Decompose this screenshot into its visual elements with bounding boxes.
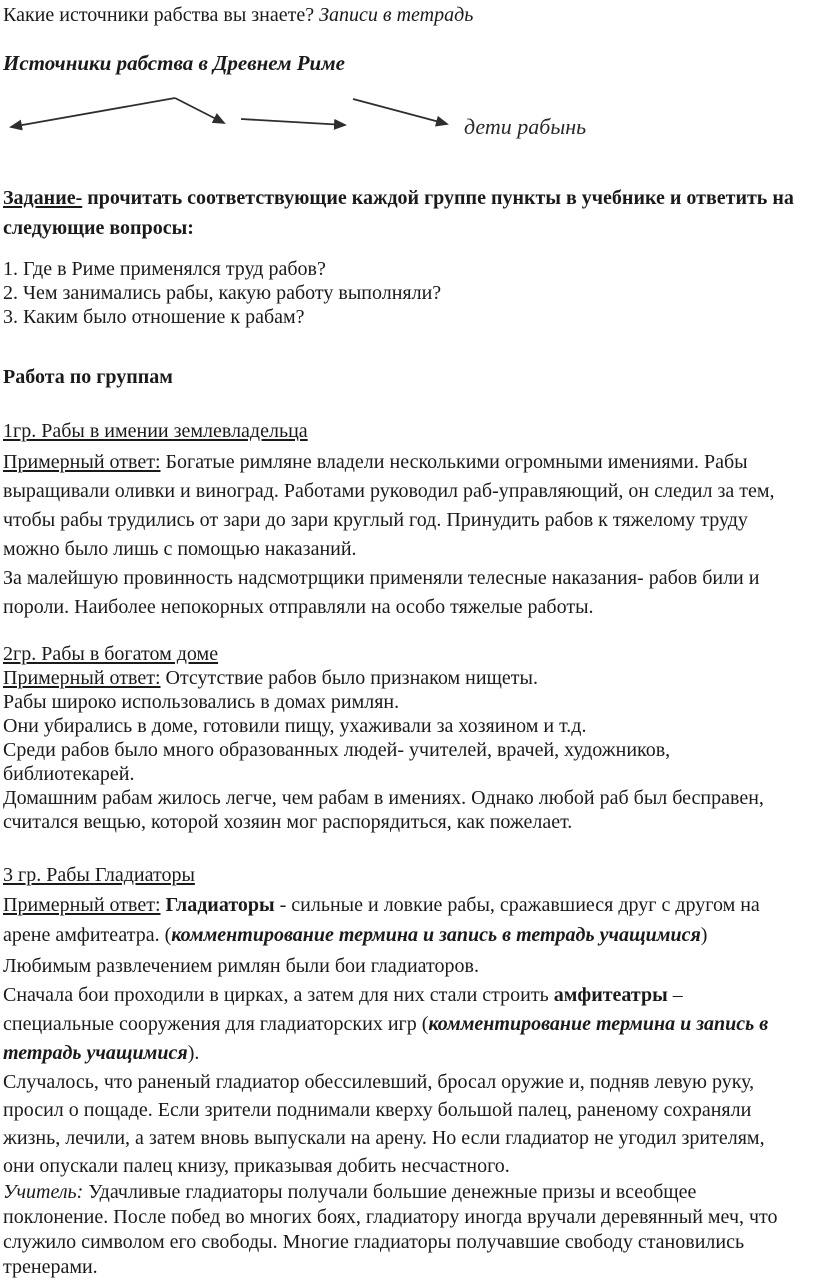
answer-label: Примерный ответ:	[3, 667, 161, 689]
group3-paragraph-3: Случалось, что раненый гладиатор обессилевший, бросал оружие и, подняв левую руку, просил о пощаде. Если зрители поднимали кверху большой палец, раненому сохраняли жизнь, лечили, а затем вновь выпускали на арену. Но если гладиатор не угодил зрителям, они опускали палец книзу, приказывая добить несчастного.	[3, 1071, 765, 1177]
task-label: Задание-	[3, 187, 83, 209]
arrow-to-label-icon	[353, 99, 447, 124]
group2-line: Рабы широко использовались в домах римлян.	[3, 691, 400, 713]
teacher-label: Учитель:	[3, 1181, 84, 1203]
group3-paragraph-2	[3, 981, 794, 1068]
teacher-text: Удачливые гладиаторы получали большие денежные призы и всеобщее поклонение. После побед во многих боях, гладиатору иногда вручали деревянный меч, что служило символом его свободы. Многие гладиаторы получавшие свободу становились тренерами.	[3, 1181, 778, 1278]
arrow-down-right-icon	[175, 98, 224, 123]
group1-answer	[3, 448, 794, 564]
group2-line: Они убирались в доме, готовили пищу, ухаживали за хозяином и т.д.	[3, 715, 587, 737]
group3-answer-close: )	[700, 924, 708, 946]
group3-heading: 3 гр. Рабы Гладиаторы	[3, 864, 195, 886]
group3-answer	[3, 890, 794, 950]
group2-line: Среди рабов было много образованных людей- учителей, врачей, художников, библиотекарей.	[3, 739, 671, 785]
teacher-paragraph	[3, 1180, 794, 1280]
page-title: Источники рабства в Древнем Риме	[3, 51, 345, 75]
p2-mid: – специальные сооружения для гладиаторских игр (	[3, 984, 683, 1035]
group1-answer-text: Богатые римляне владели несколькими огромными имениями. Рабы выращивали оливки и виноград. Работами руководил раб-управляющий, он следил за тем, чтобы рабы трудились от зари до зари круглый год. Принудить рабов к тяжелому труду можно было лишь с помощью наказаний.	[3, 451, 775, 560]
arrow-right-icon	[241, 119, 345, 125]
term-amphitheatres: амфитеатры	[553, 984, 668, 1006]
intro-note: Записи в тетрадь	[319, 4, 474, 26]
slavery-sources-diagram	[3, 88, 794, 150]
p2-end: ).	[187, 1042, 200, 1064]
group1-heading: 1гр. Рабы в имении землевладельца	[3, 420, 308, 442]
group2-line: Домашним рабам жилось легче, чем рабам в имениях. Однако любой раб был бесправен, считался вещью, которой хозяин мог распорядиться, как пожелает.	[3, 787, 764, 833]
answer-label: Примерный ответ:	[3, 451, 161, 473]
diagram-label: дети рабынь	[464, 114, 587, 139]
task-paragraph	[3, 183, 794, 243]
answer-label: Примерный ответ:	[3, 894, 161, 916]
intro-question: Какие источники рабства вы знаете?	[3, 4, 320, 26]
question-item: 3. Каким было отношение к рабам?	[3, 306, 305, 328]
questions-list	[3, 257, 794, 329]
group2-heading: 2гр. Рабы в богатом доме	[3, 643, 219, 665]
p2-comment: комментирование термина и запись в тетрадь учащимися	[3, 1013, 769, 1064]
group3-fun-line: Любимым развлечением римлян были бои гладиаторов.	[3, 955, 479, 977]
intro-line	[3, 3, 794, 27]
question-item: 1. Где в Риме применялся труд рабов?	[3, 258, 326, 280]
group1-extra: За малейшую провинность надсмотрщики применяли телесные наказания- рабов били и пороли. Наиболее непокорных отправляли на особо тяжелые работы.	[3, 567, 760, 618]
task-text: прочитать соответствующие каждой группе пункты в учебнике и ответить на следующие вопросы:	[3, 187, 794, 239]
group2-answer	[3, 666, 794, 690]
arrow-down-left-icon	[11, 98, 175, 127]
p2-start: Сначала бои проходили в цирках, а затем для них стали строить	[3, 984, 554, 1006]
group-work-heading: Работа по группам	[3, 366, 173, 388]
group3-answer-text: - сильные и ловкие рабы, сражавшиеся друг с другом на арене амфитеатра. (	[3, 894, 760, 946]
question-item: 2. Чем занимались рабы, какую работу выполняли?	[3, 282, 442, 304]
group2-answer-text: Отсутствие рабов было признаком нищеты.	[160, 667, 538, 689]
term-gladiators: Гладиаторы	[165, 894, 275, 916]
document-page	[0, 3, 816, 1280]
group3-answer-comment: комментирование термина и запись в тетрадь учащимися	[171, 924, 701, 946]
